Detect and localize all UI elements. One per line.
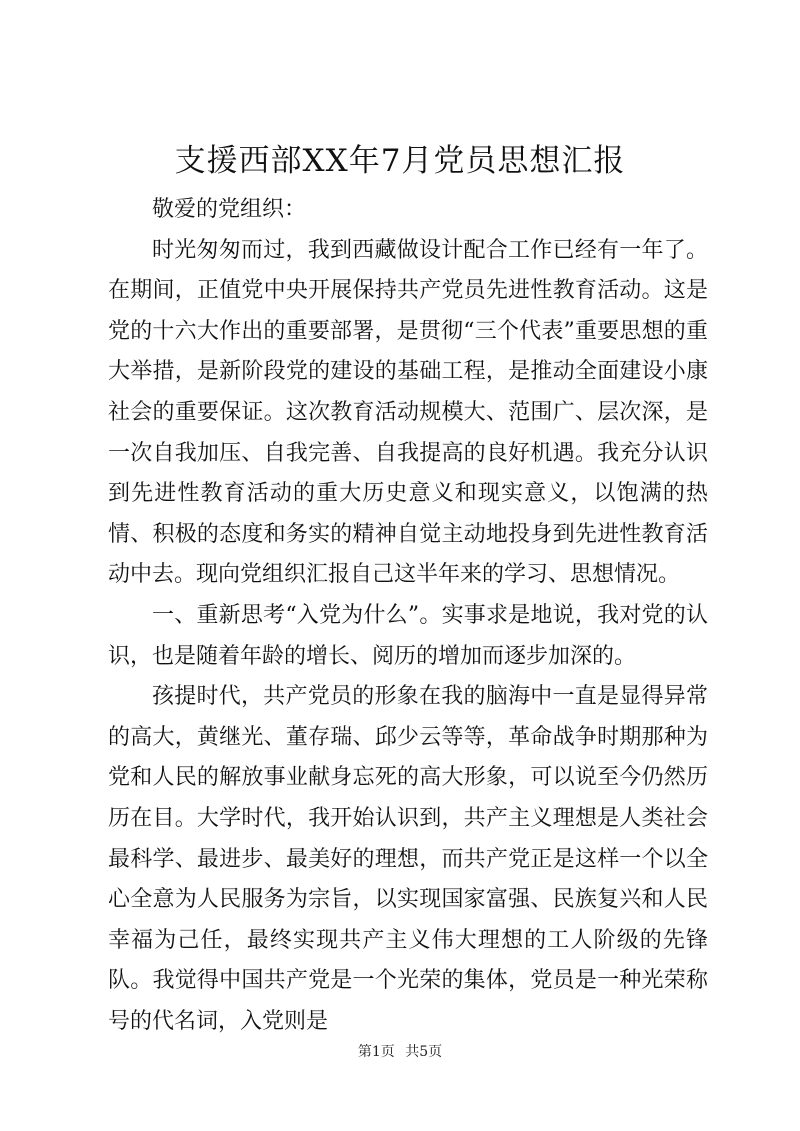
page-total: 共5页: [405, 1044, 443, 1060]
document-body: [108, 190, 708, 1042]
body-paragraph: 孩提时代，共产党员的形象在我的脑海中一直是显得异常的高大，黄继光、董存瑞、邱少云等等，革命战争时期那种为党和人民的解放事业献身忘死的高大形象，可以说至今仍然历历在目。大学时代，我开始认识到，共产主义理想是人类社会最科学、最进步、最美好的理想，而共产党正是这样一个以全心全意为人民服务为宗旨，以实现国家富强、民族复兴和人民幸福为己任，最终实现共产主义伟大理想的工人阶级的先锋队。我觉得中国共产党是一个光荣的集体，党员是一种光荣称号的代名词，入党则是: [108, 684, 708, 1034]
body-paragraph: 一、重新思考“入党为什么”。实事求是地说，我对党的认识，也是随着年龄的增长、阅历的增加而逐步加深的。: [108, 602, 708, 669]
body-paragraph: 时光匆匆而过，我到西藏做设计配合工作已经有一年了。在期间，正值党中央开展保持共产党员先进性教育活动。这是党的十六大作出的重要部署，是贯彻“三个代表”重要思想的重大举措，是新阶段党的建设的基础工程，是推动全面建设小康社会的重要保证。这次教育活动规模大、范围广、层次深，是一次自我加压、自我完善、自我提高的良好机遇。我充分认识到先进性教育活动的重大历史意义和现实意义，以饱满的热情、积极的态度和务实的精神自觉主动地投身到先进性教育活动中去。现向党组织汇报自己这半年来的学习、思想情况。: [108, 237, 708, 588]
document-title: 支援西部XX年7月党员思想汇报: [174, 143, 626, 179]
salutation-paragraph: 敬爱的党组织：: [152, 197, 307, 222]
page-footer: [0, 1042, 800, 1062]
page-number: 第1页: [357, 1044, 395, 1060]
